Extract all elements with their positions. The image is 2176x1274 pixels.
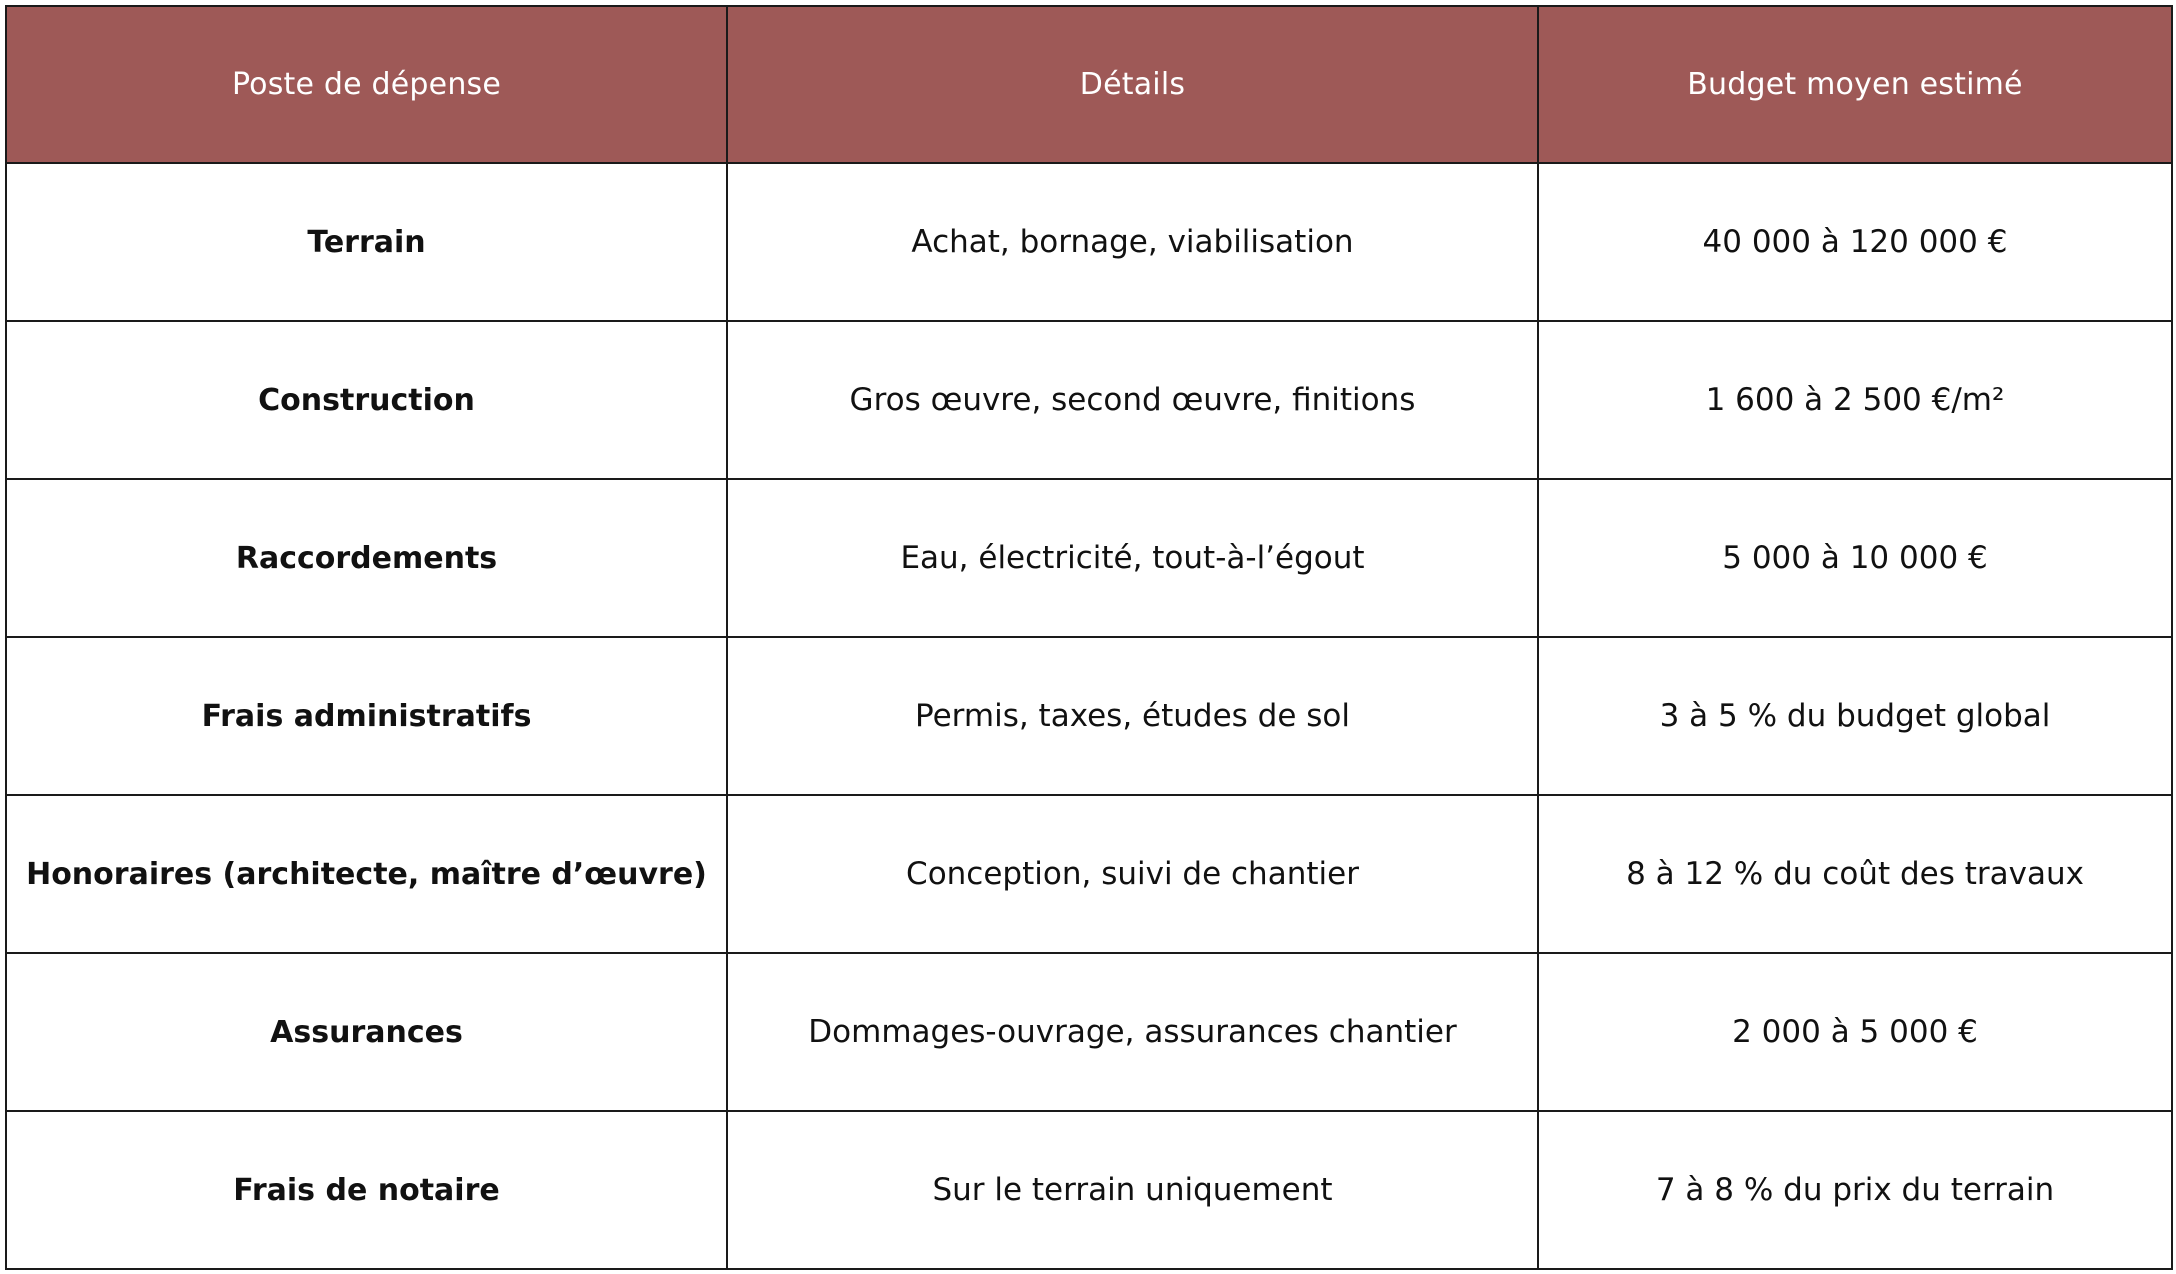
cell-poste: Raccordements: [6, 479, 727, 637]
cell-details: Permis, taxes, études de sol: [727, 637, 1538, 795]
table-row: [6, 1111, 2172, 1269]
cell-details: Gros œuvre, second œuvre, finitions: [727, 321, 1538, 479]
cell-poste: Frais de notaire: [6, 1111, 727, 1269]
table-row: [6, 637, 2172, 795]
cell-details: Sur le terrain uniquement: [727, 1111, 1538, 1269]
cell-details: Eau, électricité, tout-à-l’égout: [727, 479, 1538, 637]
cell-poste: Terrain: [6, 163, 727, 321]
cell-budget: 5 000 à 10 000 €: [1538, 479, 2172, 637]
cell-details: Dommages-ouvrage, assurances chantier: [727, 953, 1538, 1111]
cell-budget: 40 000 à 120 000 €: [1538, 163, 2172, 321]
cell-poste: Construction: [6, 321, 727, 479]
table-row: [6, 163, 2172, 321]
cell-budget: 2 000 à 5 000 €: [1538, 953, 2172, 1111]
table-header: [6, 6, 2172, 163]
column-header-details: Détails: [727, 6, 1538, 163]
budget-table: [5, 5, 2173, 1270]
column-header-budget: Budget moyen estimé: [1538, 6, 2172, 163]
column-header-poste: Poste de dépense: [6, 6, 727, 163]
cell-poste: Honoraires (architecte, maître d’œuvre): [6, 795, 727, 953]
cell-details: Achat, bornage, viabilisation: [727, 163, 1538, 321]
table-row: [6, 479, 2172, 637]
header-row: [6, 6, 2172, 163]
table-row: [6, 321, 2172, 479]
table-row: [6, 795, 2172, 953]
cell-budget: 1 600 à 2 500 €/m²: [1538, 321, 2172, 479]
table-body: [6, 163, 2172, 1269]
table-row: [6, 953, 2172, 1111]
cell-budget: 8 à 12 % du coût des travaux: [1538, 795, 2172, 953]
cell-budget: 7 à 8 % du prix du terrain: [1538, 1111, 2172, 1269]
cell-budget: 3 à 5 % du budget global: [1538, 637, 2172, 795]
budget-table-container: [5, 5, 2171, 1268]
cell-poste: Frais administratifs: [6, 637, 727, 795]
cell-details: Conception, suivi de chantier: [727, 795, 1538, 953]
cell-poste: Assurances: [6, 953, 727, 1111]
